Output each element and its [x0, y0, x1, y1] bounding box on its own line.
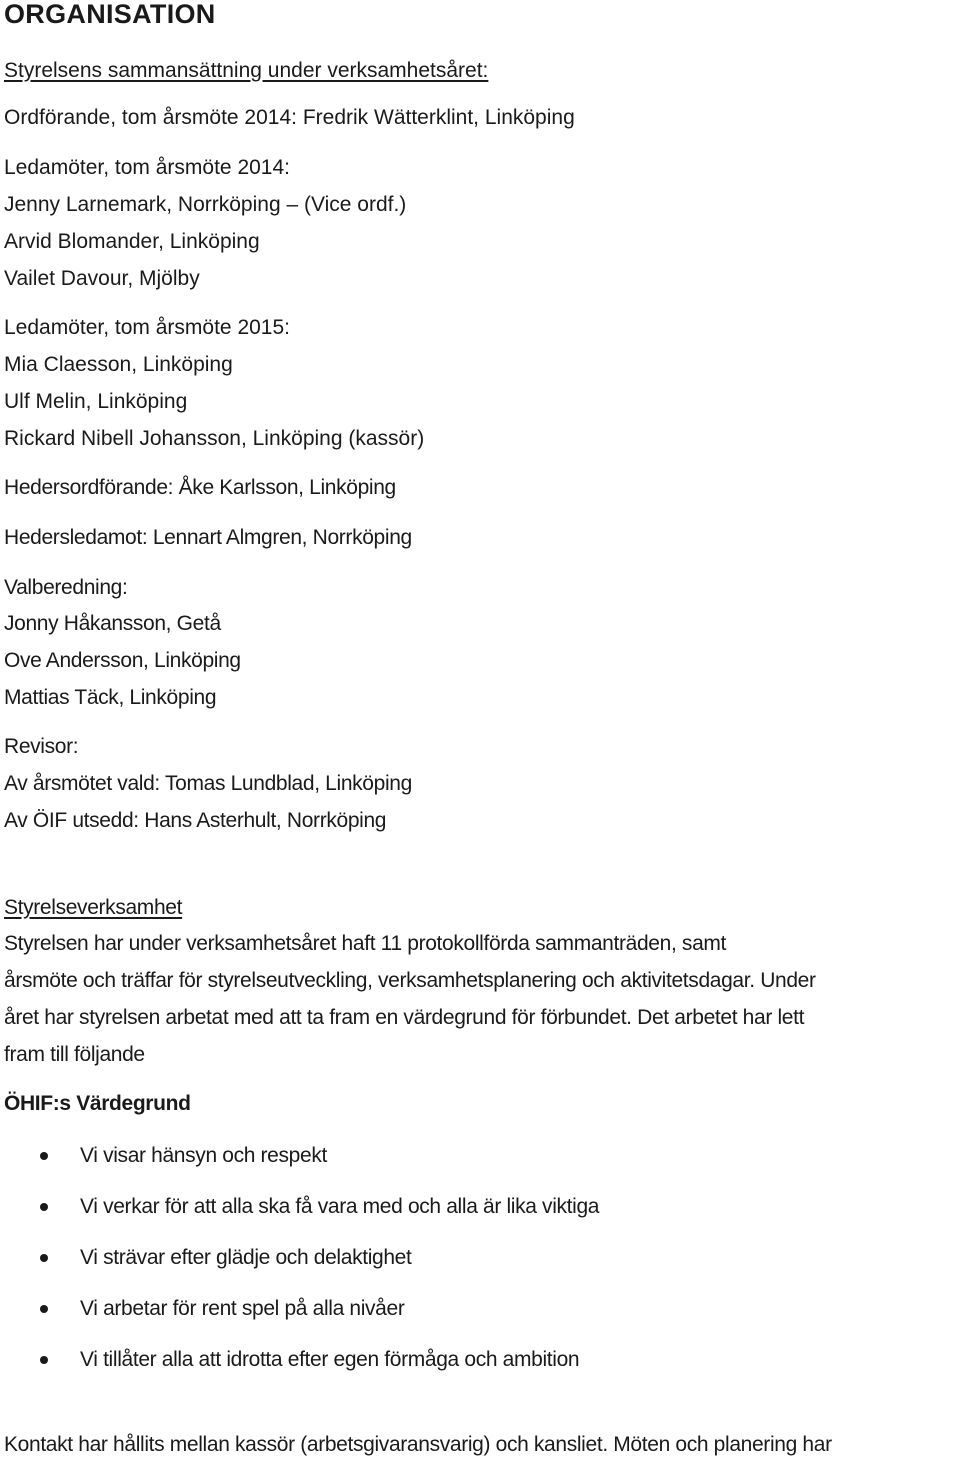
member-2015-item: Ulf Melin, Linköping [4, 390, 188, 413]
member-2015-item: Rickard Nibell Johansson, Linköping (kassör) [4, 427, 425, 450]
activity-paragraph-line: årsmöte och träffar för styrelseutveckling, verksamhetsplanering och aktivitetsdagar. Under [4, 969, 816, 992]
activity-paragraph-line: fram till följande [4, 1043, 145, 1066]
members-2015-label: Ledamöter, tom årsmöte 2015: [4, 316, 290, 339]
nomination-item: Ove Andersson, Linköping [4, 649, 241, 672]
bullet-icon [40, 1305, 48, 1313]
activity-heading: Styrelseverksamhet [4, 896, 183, 919]
honorary-chair: Hedersordförande: Åke Karlsson, Linköping [4, 476, 396, 499]
board-chair: Ordförande, tom årsmöte 2014: Fredrik Wätterklint, Linköping [4, 106, 575, 129]
activity-paragraph-line: Styrelsen har under verksamhetsåret haft 11 protokollförda sammanträden, samt [4, 932, 727, 955]
auditor-item: Av ÖIF utsedd: Hans Asterhult, Norrköping [4, 809, 387, 832]
member-2014-item: Jenny Larnemark, Norrköping – (Vice ordf.) [4, 193, 407, 216]
page-title: ORGANISATION [4, 0, 216, 29]
bullet-icon [40, 1356, 48, 1364]
bullet-icon [40, 1203, 48, 1211]
bullet-icon [40, 1152, 48, 1160]
values-item: Vi arbetar för rent spel på alla nivåer [80, 1297, 405, 1320]
members-2014-label: Ledamöter, tom årsmöte 2014: [4, 156, 290, 179]
nomination-label: Valberedning: [4, 576, 128, 599]
activity-paragraph-line: året har styrelsen arbetat med att ta fram en värdegrund för förbundet. Det arbetet har lett [4, 1006, 805, 1029]
nomination-item: Jonny Håkansson, Getå [4, 612, 221, 635]
auditor-item: Av årsmötet vald: Tomas Lundblad, Linköping [4, 772, 412, 795]
board-heading: Styrelsens sammansättning under verksamhetsåret: [4, 59, 489, 82]
values-item: Vi strävar efter glädje och delaktighet [80, 1246, 412, 1269]
values-item: Vi visar hänsyn och respekt [80, 1144, 327, 1167]
nomination-item: Mattias Täck, Linköping [4, 686, 217, 709]
bullet-icon [40, 1254, 48, 1262]
member-2015-item: Mia Claesson, Linköping [4, 353, 233, 376]
honorary-member: Hedersledamot: Lennart Almgren, Norrköping [4, 526, 412, 549]
auditor-label: Revisor: [4, 735, 79, 758]
values-heading: ÖHIF:s Värdegrund [4, 1092, 191, 1115]
member-2014-item: Vailet Davour, Mjölby [4, 267, 200, 290]
member-2014-item: Arvid Blomander, Linköping [4, 230, 260, 253]
values-item: Vi verkar för att alla ska få vara med och alla är lika viktiga [80, 1195, 600, 1218]
values-item: Vi tillåter alla att idrotta efter egen förmåga och ambition [80, 1348, 580, 1371]
closing-line: Kontakt har hållits mellan kassör (arbetsgivaransvarig) och kansliet. Möten och planering har [4, 1433, 832, 1456]
